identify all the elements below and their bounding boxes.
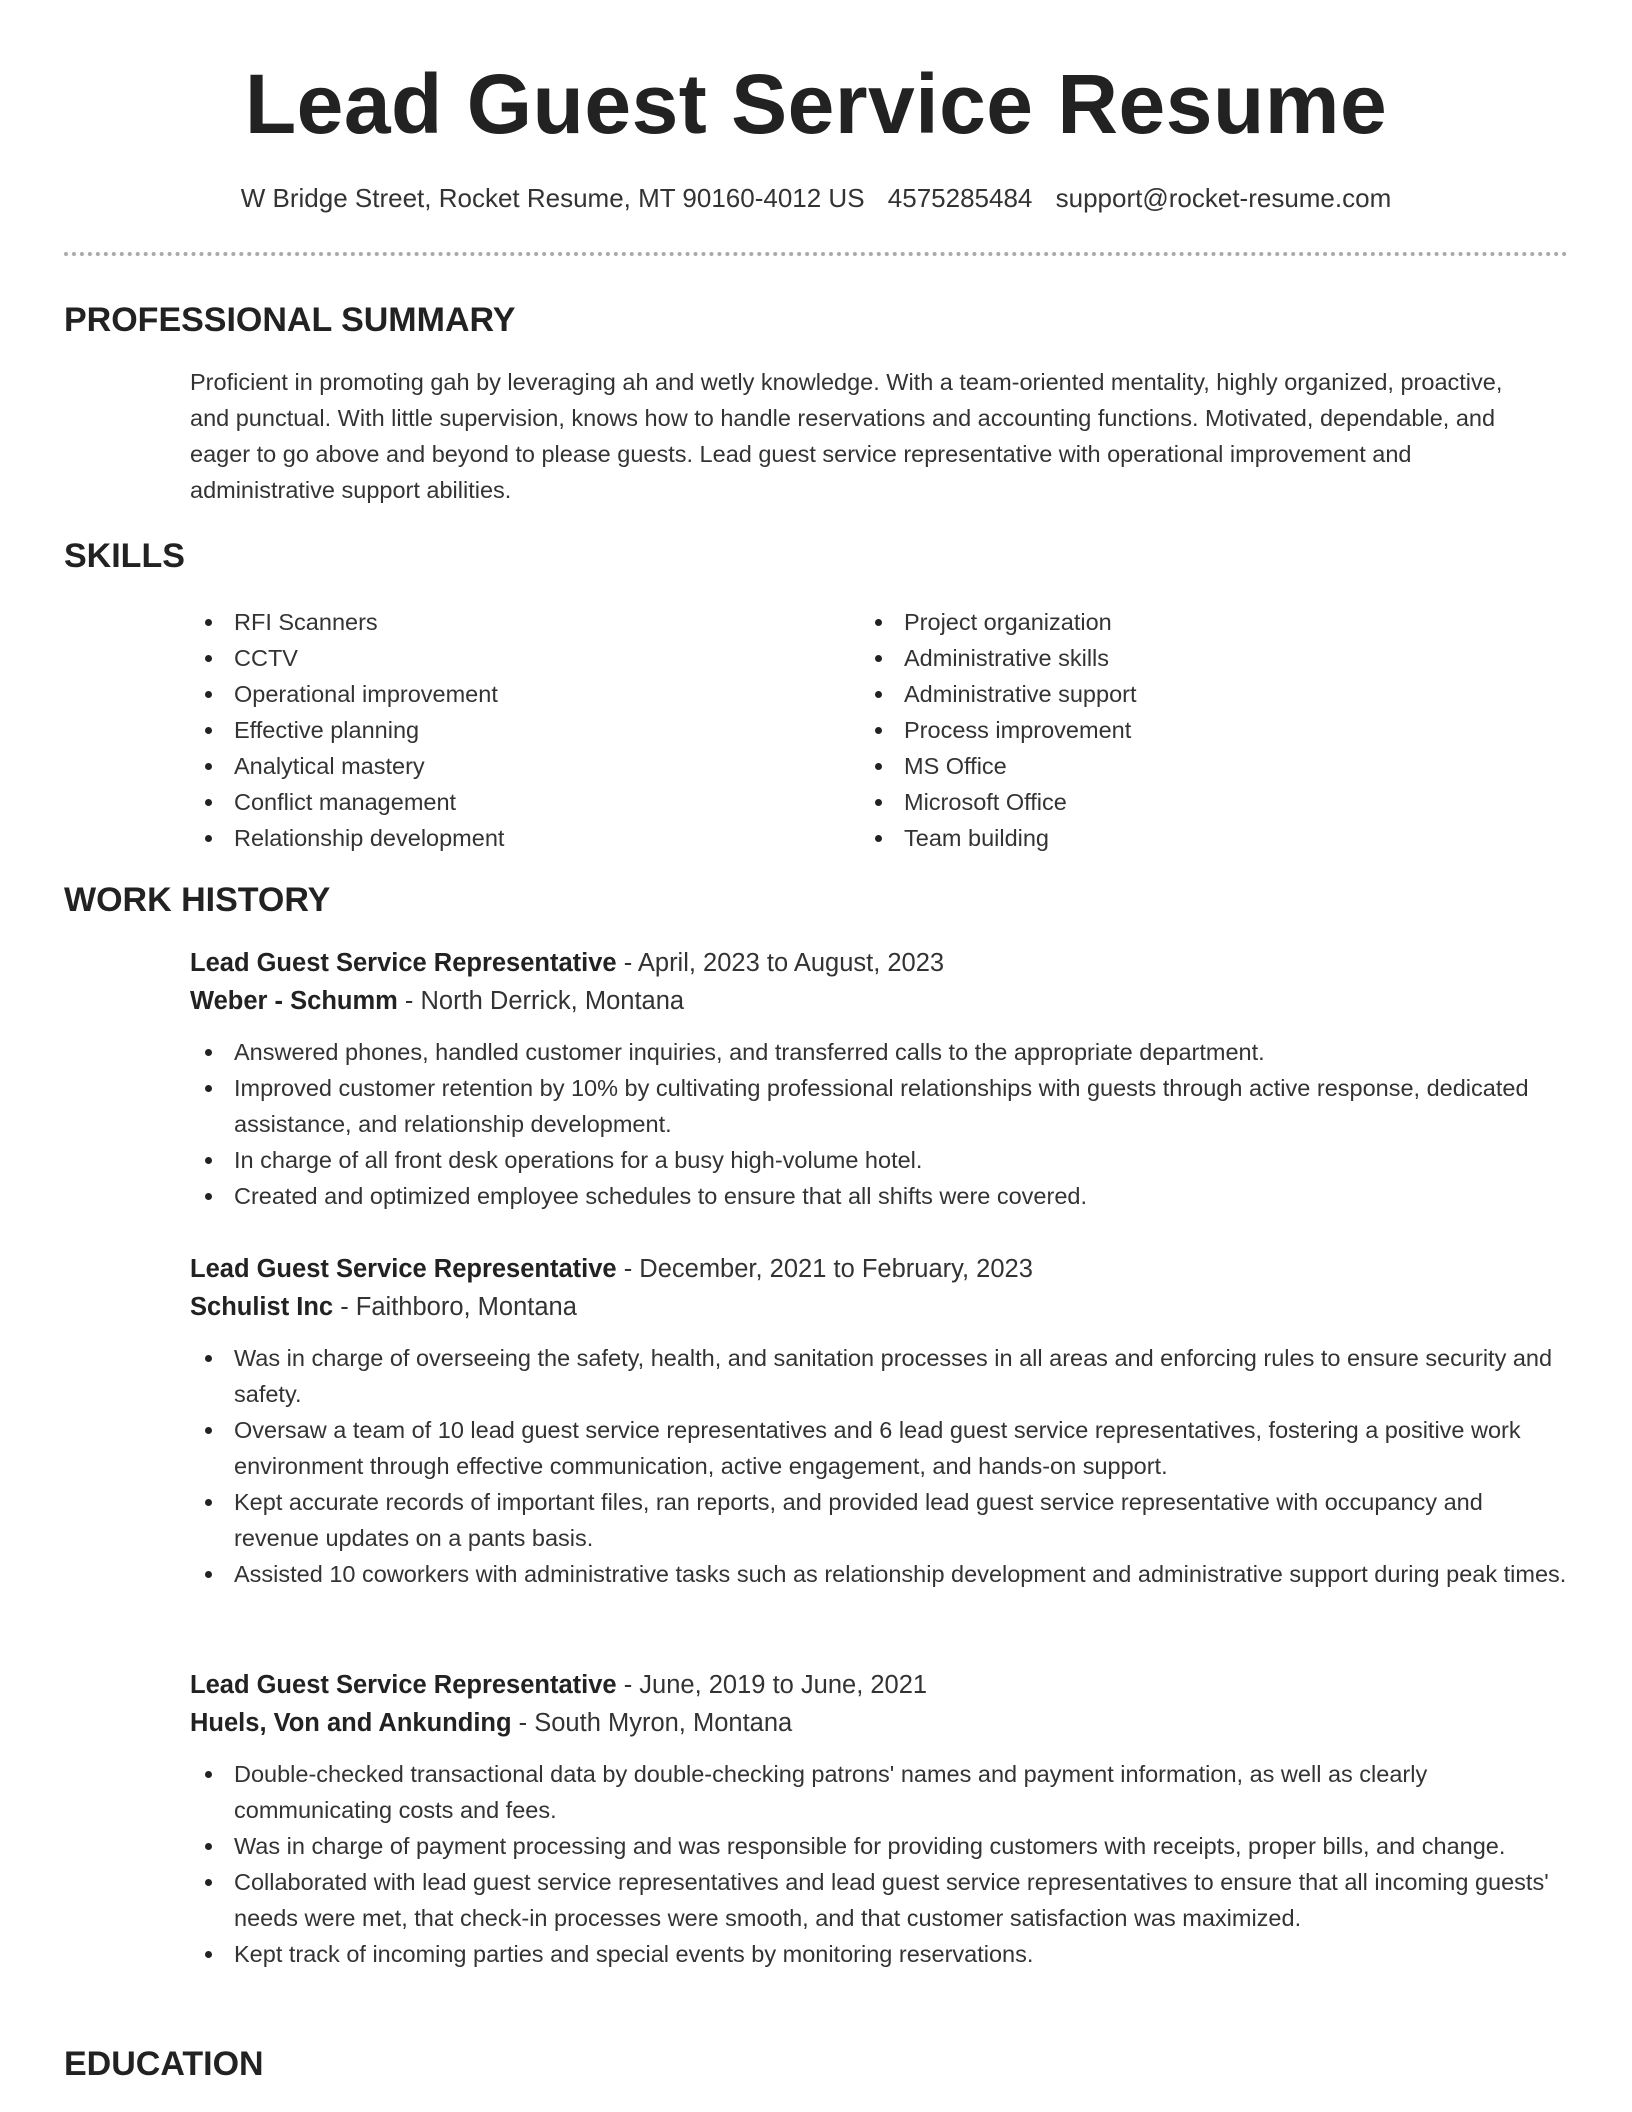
email: support@rocket-resume.com <box>1055 183 1392 213</box>
job-bullet: Oversaw a team of 10 lead guest service representatives and 6 lead guest service representatives, fostering a positive work environment through effective communication, active engagement, and hands-on support. <box>190 1412 1570 1484</box>
job-bullets <box>190 1034 1570 1214</box>
job-company: Schulist Inc <box>190 1293 334 1321</box>
skills-column-left <box>190 604 860 856</box>
phone: 4575285484 <box>887 183 1033 213</box>
skills-column-right <box>860 604 1530 856</box>
skill-item: CCTV <box>190 640 860 676</box>
job-bullets <box>190 1340 1570 1592</box>
contact-line <box>0 180 1632 216</box>
skill-item: Administrative support <box>860 676 1530 712</box>
skill-item: Operational improvement <box>190 676 860 712</box>
job-dates: - April, 2023 to August, 2023 <box>616 949 945 977</box>
skill-item: Conflict management <box>190 784 860 820</box>
resume-title: Lead Guest Service Resume <box>244 57 1388 151</box>
skills-heading: SKILLS <box>64 537 185 575</box>
job-location: - South Myron, Montana <box>511 1709 793 1737</box>
summary-heading: PROFESSIONAL SUMMARY <box>64 301 516 339</box>
job-bullet: Kept accurate records of important files, ran reports, and provided lead guest service representative with occupancy and revenue updates on a pants basis. <box>190 1484 1570 1556</box>
job-location: - North Derrick, Montana <box>397 987 685 1015</box>
skill-item: Process improvement <box>860 712 1530 748</box>
job-title-line <box>190 1250 1570 1288</box>
job-dates: - June, 2019 to June, 2021 <box>616 1671 928 1699</box>
job-bullet: Collaborated with lead guest service representatives and lead guest service representatives to ensure that all incoming guests' needs were met, that check-in processes were smooth, and that customer satisfaction was maximized. <box>190 1864 1570 1936</box>
address: W Bridge Street, Rocket Resume, MT 90160-4012 US <box>240 183 865 213</box>
job-entry <box>190 1666 1570 1972</box>
skill-item: Administrative skills <box>860 640 1530 676</box>
skill-item: Microsoft Office <box>860 784 1530 820</box>
work-history-heading: WORK HISTORY <box>64 881 331 919</box>
job-dates: - December, 2021 to February, 2023 <box>616 1255 1033 1283</box>
job-entry <box>190 1250 1570 1592</box>
job-title: Lead Guest Service Representative <box>190 1671 617 1699</box>
job-company: Huels, Von and Ankunding <box>190 1709 512 1737</box>
job-company-line <box>190 1288 1570 1326</box>
job-company-line <box>190 1704 1570 1742</box>
education-heading: EDUCATION <box>64 2045 264 2083</box>
skill-item: Analytical mastery <box>190 748 860 784</box>
job-bullet: Was in charge of payment processing and was responsible for providing customers with receipts, proper bills, and change. <box>190 1828 1570 1864</box>
job-entry <box>190 944 1570 1214</box>
job-bullet: In charge of all front desk operations for a busy high-volume hotel. <box>190 1142 1570 1178</box>
job-company: Weber - Schumm <box>190 987 398 1015</box>
summary-text: Proficient in promoting gah by leveraging ah and wetly knowledge. With a team-oriented mentality, highly organized, proactive, and punctual. With little supervision, knows how to handle reservations and accounting functions. Motivated, dependable, and eager to go above and beyond to please guests. Lead guest service representative with operational improvement and administrative support abilities. <box>190 369 1503 503</box>
job-bullets <box>190 1756 1570 1972</box>
job-title-line <box>190 1666 1570 1704</box>
skill-item: Project organization <box>860 604 1530 640</box>
skill-item: Team building <box>860 820 1530 856</box>
skills-list <box>190 604 1530 856</box>
job-bullet: Improved customer retention by 10% by cultivating professional relationships with guests through active response, dedicated assistance, and relationship development. <box>190 1070 1570 1142</box>
skill-item: Effective planning <box>190 712 860 748</box>
job-title: Lead Guest Service Representative <box>190 1255 617 1283</box>
job-location: - Faithboro, Montana <box>333 1293 577 1321</box>
job-bullet: Kept track of incoming parties and special events by monitoring reservations. <box>190 1936 1570 1972</box>
header-divider <box>64 252 1568 256</box>
job-title: Lead Guest Service Representative <box>190 949 617 977</box>
job-company-line <box>190 982 1570 1020</box>
job-bullet: Assisted 10 coworkers with administrative tasks such as relationship development and administrative support during peak times. <box>190 1556 1570 1592</box>
job-bullet: Answered phones, handled customer inquiries, and transferred calls to the appropriate department. <box>190 1034 1570 1070</box>
skill-item: Relationship development <box>190 820 860 856</box>
skill-item: MS Office <box>860 748 1530 784</box>
skill-item: RFI Scanners <box>190 604 860 640</box>
job-bullet: Was in charge of overseeing the safety, health, and sanitation processes in all areas and enforcing rules to ensure security and safety. <box>190 1340 1570 1412</box>
job-title-line <box>190 944 1570 982</box>
job-bullet: Created and optimized employee schedules to ensure that all shifts were covered. <box>190 1178 1570 1214</box>
job-bullet: Double-checked transactional data by double-checking patrons' names and payment information, as well as clearly communicating costs and fees. <box>190 1756 1570 1828</box>
